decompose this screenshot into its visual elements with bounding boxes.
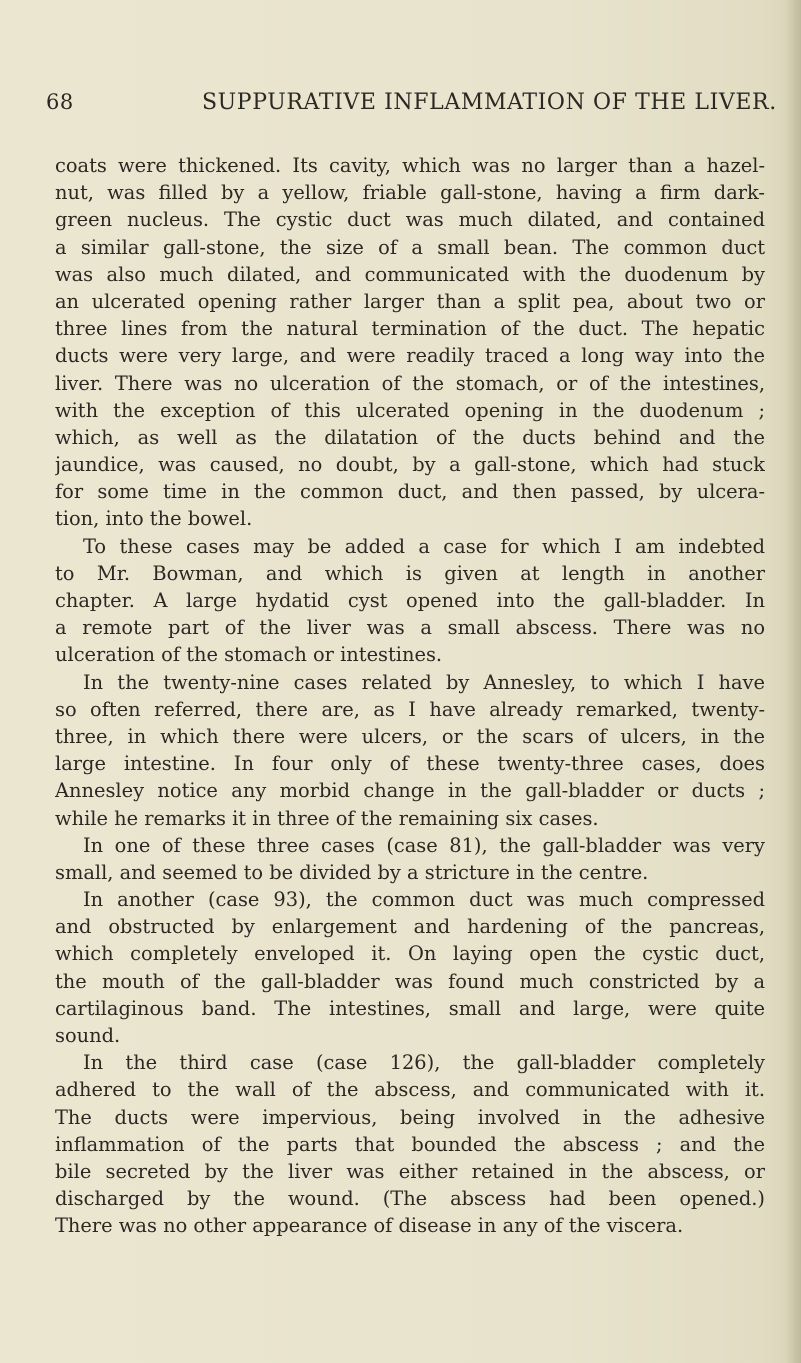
text-line: jaundice, was caused, no doubt, by a gall-stone, which had stuck: [55, 453, 765, 477]
text-line: There was no other appearance of disease in any of the viscera.: [55, 1214, 684, 1238]
body-text: [55, 152, 765, 1240]
text-line: nut, was filled by a yellow, friable gall-stone, having a firm dark-: [55, 181, 765, 205]
text-line: with the exception of this ulcerated opening in the duodenum ;: [55, 398, 765, 422]
text-line: adhered to the wall of the abscess, and communicated with it.: [55, 1078, 765, 1102]
text-line: to Mr. Bowman, and which is given at length in another: [55, 561, 765, 585]
text-line: The ducts were impervious, being involved in the adhesive: [55, 1105, 765, 1129]
text-line: In the twenty-nine cases related by Annesley, to which I have: [83, 670, 765, 694]
text-line: while he remarks it in three of the remaining six cases.: [55, 806, 599, 830]
text-line: In another (case 93), the common duct was much compressed: [83, 888, 765, 912]
text-line: tion, into the bowel.: [55, 507, 253, 531]
text-line: bile secreted by the liver was either retained in the abscess, or: [55, 1159, 765, 1183]
text-line: an ulcerated opening rather larger than a split pea, about two or: [55, 289, 765, 313]
text-line: cartilaginous band. The intestines, small and large, were quite: [55, 996, 765, 1020]
text-line: three lines from the natural termination of the duct. The hepatic: [55, 317, 765, 341]
text-line: inflammation of the parts that bounded the abscess ; and the: [55, 1132, 765, 1156]
text-line: ducts were very large, and were readily traced a long way into the: [55, 344, 765, 368]
text-line: To these cases may be added a case for which I am indebted: [83, 534, 765, 558]
text-line: small, and seemed to be divided by a stricture in the centre.: [55, 860, 649, 884]
text-line: large intestine. In four only of these twenty-three cases, does: [55, 752, 765, 776]
text-line: the mouth of the gall-bladder was found much constricted by a: [55, 969, 765, 993]
text-line: chapter. A large hydatid cyst opened into the gall-bladder. In: [55, 589, 765, 612]
text-line: and obstructed by enlargement and hardening of the pancreas,: [55, 915, 765, 939]
text-line: coats were thickened. Its cavity, which was no larger than a hazel-: [55, 154, 765, 177]
text-line: a similar gall-stone, the size of a small bean. The common duct: [55, 235, 765, 259]
running-head: SUPPURATIVE INFLAMMATION OF THE LIVER.: [202, 90, 777, 115]
page-header: [46, 86, 777, 126]
page-edge-shadow: [785, 0, 801, 1363]
text-line: Annesley notice any morbid change in the gall-bladder or ducts ;: [55, 779, 765, 803]
text-line: In one of these three cases (case 81), the gall-bladder was very: [83, 833, 765, 857]
text-line: In the third case (case 126), the gall-bladder completely: [83, 1051, 765, 1075]
text-line: a remote part of the liver was a small abscess. There was no: [55, 616, 765, 640]
text-line: so often referred, there are, as I have already remarked, twenty-: [55, 697, 765, 721]
text-line: was also much dilated, and communicated with the duodenum by: [55, 262, 765, 286]
text-line: ulceration of the stomach or intestines.: [55, 643, 443, 667]
page-number: 68: [46, 90, 74, 114]
text-line: for some time in the common duct, and then passed, by ulcera-: [55, 480, 765, 504]
text-line: which completely enveloped it. On laying open the cystic duct,: [55, 942, 765, 966]
text-line: three, in which there were ulcers, or the scars of ulcers, in the: [55, 724, 765, 748]
text-line: which, as well as the dilatation of the ducts behind and the: [55, 425, 765, 449]
text-line: discharged by the wound. (The abscess had been opened.): [55, 1187, 765, 1211]
text-line: green nucleus. The cystic duct was much dilated, and contained: [55, 208, 765, 232]
text-line: sound.: [55, 1024, 121, 1047]
text-line: liver. There was no ulceration of the stomach, or of the intestines,: [55, 371, 765, 395]
